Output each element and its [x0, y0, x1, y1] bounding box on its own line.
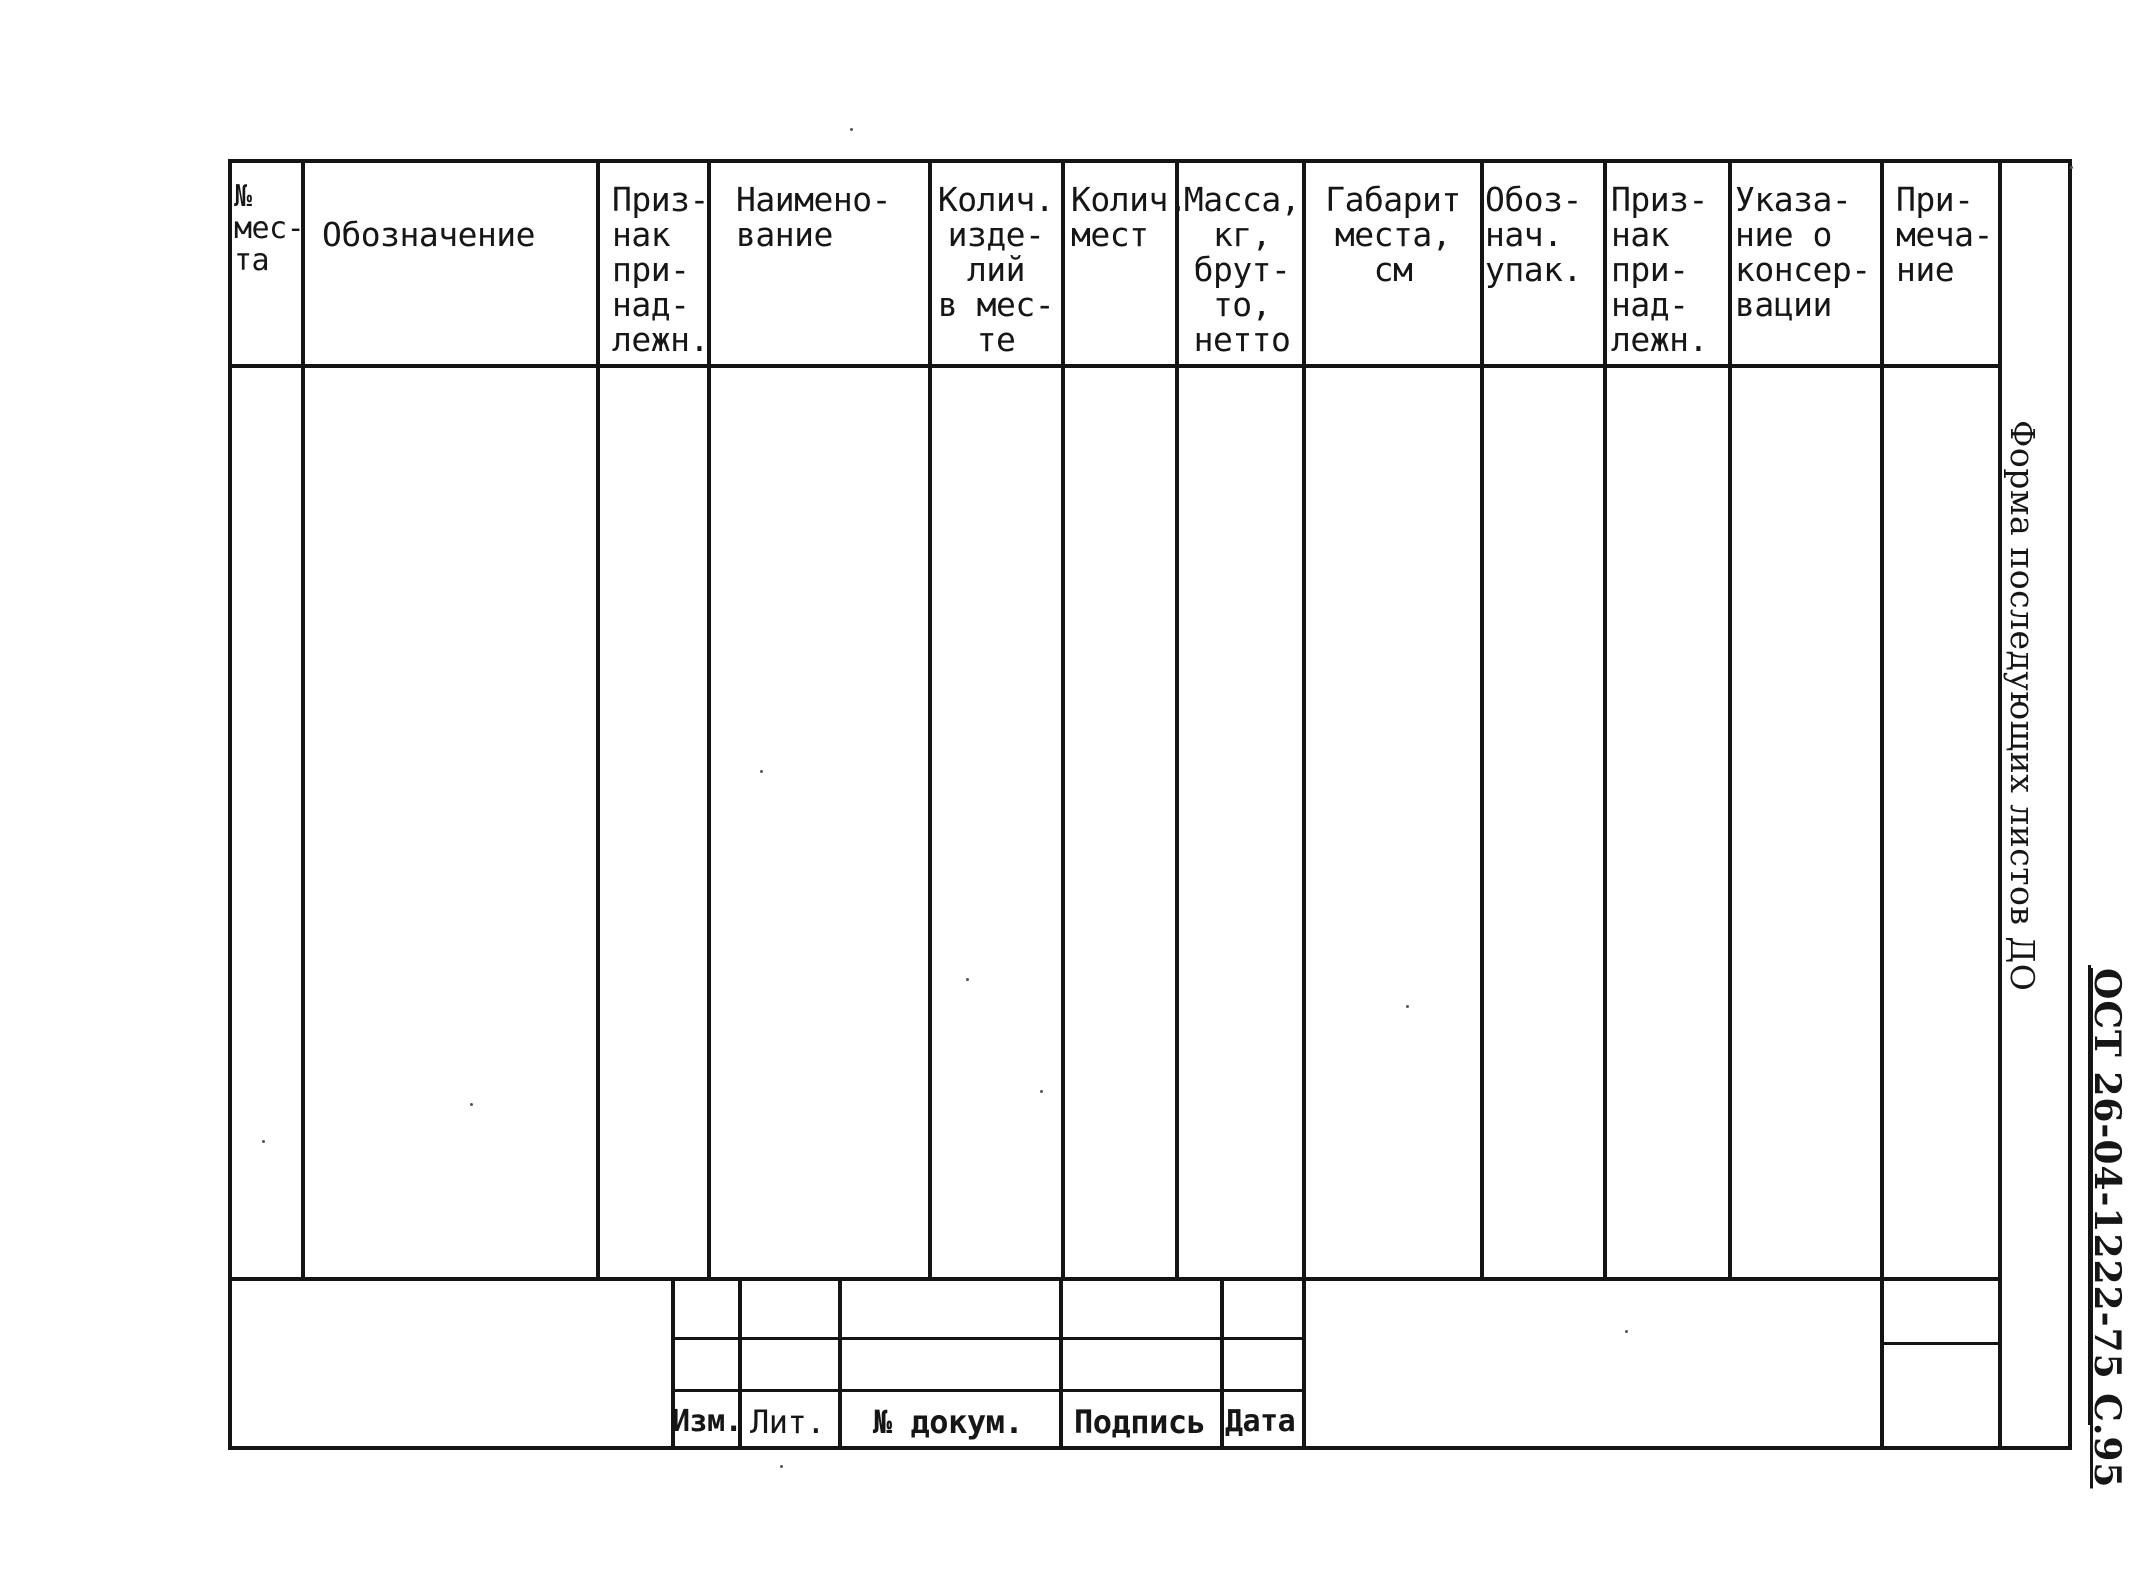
- table-bottom-line: [230, 1277, 2002, 1281]
- scan-speck: [262, 1140, 265, 1143]
- title-block-doc-number: № докум.: [873, 1403, 1024, 1441]
- header-attribute-2: Приз- нак при- над- лежн.: [1611, 180, 1708, 359]
- column-line: [1880, 162, 1884, 1448]
- header-place-number: № мес- та: [234, 179, 305, 278]
- column-line: [1728, 162, 1732, 1278]
- side-strip-line: [1998, 162, 2002, 1448]
- column-line: [1480, 162, 1484, 1278]
- scan-speck: [470, 1103, 473, 1106]
- scan-speck: [780, 1465, 783, 1468]
- header-designation: Обозначение: [322, 215, 536, 254]
- header-qty-in-place: Колич. изде- лий в мес- те: [937, 180, 1055, 359]
- title-block-row-line: [671, 1337, 1304, 1340]
- title-block-lit: Лит.: [750, 1403, 826, 1441]
- form-outer-border: [228, 159, 2072, 1450]
- title-block-row-line: [1880, 1342, 2000, 1345]
- header-preservation: Указа- ние о консер- вации: [1735, 180, 1871, 324]
- title-block-line: [1059, 1278, 1063, 1448]
- scan-speck: [1625, 1330, 1628, 1333]
- column-line: [301, 162, 305, 1278]
- header-attribute-1: Приз- нак при- над- лежн.: [612, 180, 709, 359]
- column-line: [596, 162, 600, 1278]
- title-block-line: [1220, 1278, 1224, 1448]
- header-places-count: Колич. мест: [1071, 180, 1188, 254]
- scan-speck: [966, 978, 969, 981]
- title-block-signature: Подпись: [1074, 1403, 1206, 1441]
- title-block-row-line: [671, 1389, 1304, 1392]
- scan-speck: [760, 770, 763, 773]
- column-line: [1603, 162, 1607, 1278]
- header-mass: Масса, кг, брут- то, нетто: [1183, 180, 1301, 359]
- scan-speck: [1406, 1005, 1409, 1008]
- document-code: ОСТ 26-04-1222-75 С.95: [2086, 968, 2128, 1489]
- scan-speck: [850, 128, 853, 131]
- header-bottom-line: [230, 364, 2002, 368]
- title-block-izm: Изм.: [672, 1404, 743, 1439]
- scan-speck: [2070, 166, 2073, 169]
- header-note: При- меча- ние: [1896, 180, 1993, 289]
- header-dimensions: Габарит места, см: [1325, 180, 1461, 289]
- header-package-designation: Обоз- нач. упак.: [1485, 180, 1582, 289]
- scan-speck: [1040, 1090, 1043, 1093]
- side-form-title: Форма последующих листов ДО: [2003, 420, 2042, 992]
- document-code-rule: [2088, 965, 2091, 1425]
- header-name: Наимено- вание: [736, 180, 891, 254]
- title-block-line: [838, 1278, 842, 1448]
- title-block-date: Дата: [1225, 1404, 1296, 1439]
